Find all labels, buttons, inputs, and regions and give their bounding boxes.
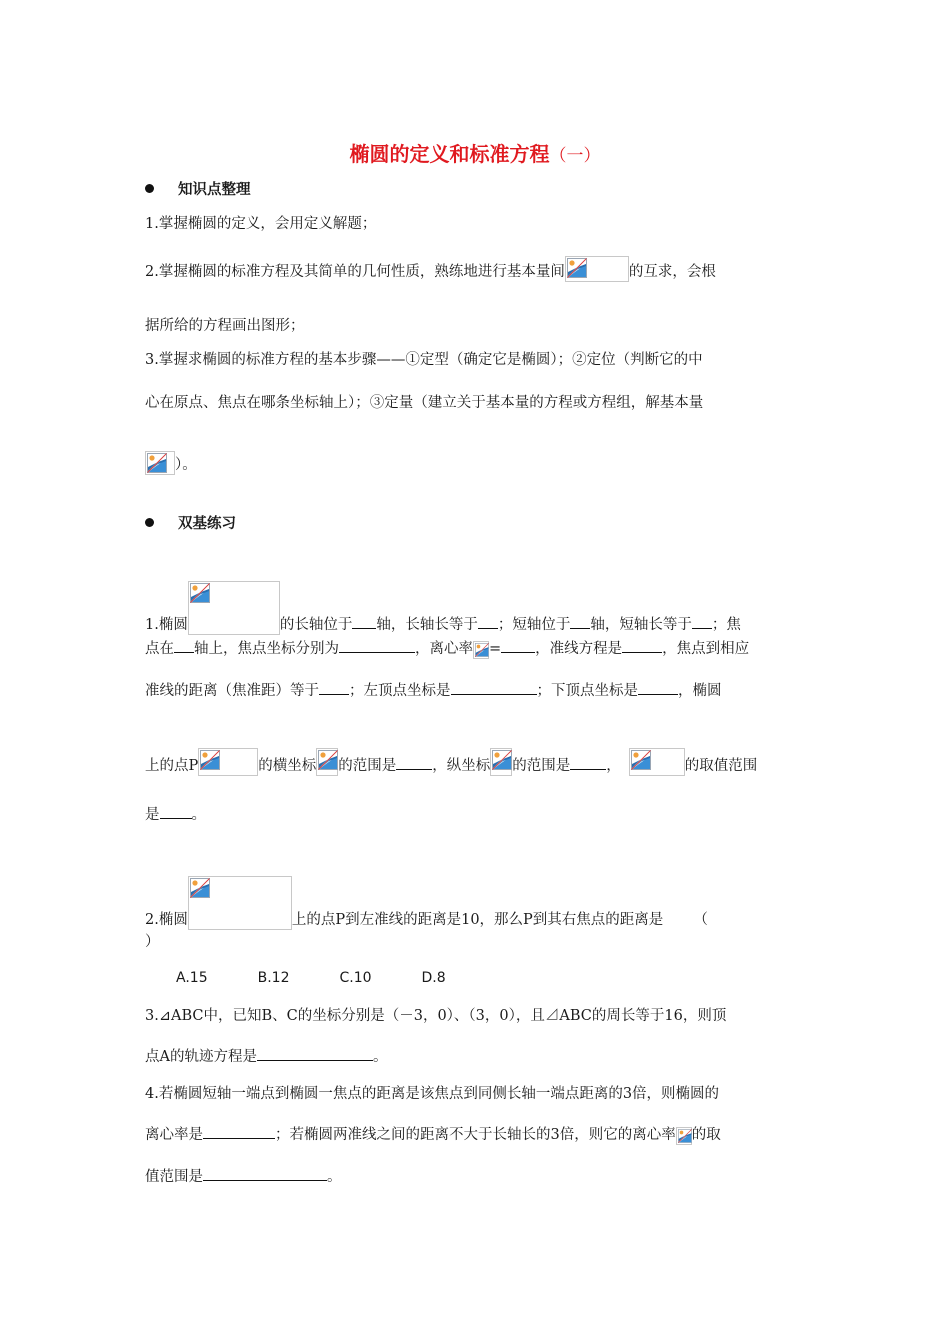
- formula-image-placeholder: [473, 641, 489, 659]
- q4-text: ；若椭圆两准线之间的距离不大于长轴长的3倍，则它的离心率: [275, 1127, 676, 1143]
- q3-line1: 3.⊿ABC中，已知B、C的坐标分别是（－3，0）、（3，0），且⊿ABC的周长等于16，则顶: [145, 1008, 727, 1024]
- answer-blank: [257, 1046, 373, 1061]
- q1-text: 1.椭圆: [145, 617, 188, 633]
- answer-blank: [174, 638, 194, 653]
- answer-blank: [352, 614, 376, 629]
- q1-line5: [145, 804, 206, 825]
- q2-text: 2.椭圆: [145, 912, 188, 928]
- paragraph-2-line1: [145, 256, 716, 282]
- page-title: [0, 138, 950, 167]
- q1-text: 准线的距离（焦准距）等于: [145, 683, 319, 699]
- q1-text: ；短轴位于: [497, 617, 571, 633]
- q1-text: ，离心率: [415, 641, 473, 657]
- answer-blank: [570, 614, 590, 629]
- q4-line2: [145, 1124, 721, 1145]
- q1-text: 的范围是: [512, 758, 571, 774]
- p2-text-b: 的互求，会根: [628, 264, 716, 280]
- bullet-icon: [145, 518, 154, 527]
- q4-line1: 4.若椭圆短轴一端点到椭圆一焦点的距离是该焦点到同侧长轴一端点距离的3倍，则椭圆的: [145, 1086, 720, 1102]
- title-suffix: （一）: [549, 146, 601, 166]
- q1-line1: [145, 581, 741, 635]
- q2-options: [176, 968, 496, 988]
- formula-image-placeholder: [565, 256, 629, 282]
- q1-text: 轴上，焦点坐标分别为: [194, 641, 339, 657]
- answer-blank: [451, 680, 537, 695]
- q1-text: =: [489, 641, 502, 657]
- q1-text: 是: [145, 807, 160, 823]
- q2-text: 上的点P到左准线的距离是10，那么P到其右焦点的距离是: [291, 912, 664, 928]
- formula-image-placeholder: [145, 451, 175, 475]
- answer-blank: [319, 680, 349, 695]
- option-c[interactable]: C.10: [339, 970, 372, 986]
- option-a[interactable]: A.15: [176, 970, 208, 986]
- section1-heading: 知识点整理: [178, 182, 251, 198]
- q1-text: 的范围是: [338, 758, 397, 774]
- section-heading-practice: [145, 512, 236, 533]
- q1-text: ；焦: [711, 617, 741, 633]
- section2-heading: 双基练习: [178, 516, 236, 532]
- q2-line1: [145, 876, 708, 930]
- q4-line3: [145, 1166, 342, 1187]
- q1-text: ，焦点到相应: [662, 641, 750, 657]
- title-main: 椭圆的定义和标准方程: [349, 142, 550, 166]
- q1-text: 的取值范围: [684, 758, 758, 774]
- option-d[interactable]: D.8: [421, 970, 446, 986]
- q2-answer-paren-open: （: [693, 912, 708, 928]
- q3-line2: [145, 1046, 387, 1067]
- q1-text: 的横坐标: [258, 758, 317, 774]
- bullet-icon: [145, 184, 154, 193]
- formula-image-placeholder: [490, 748, 512, 776]
- answer-blank: [203, 1166, 327, 1181]
- q1-text: 点在: [145, 641, 174, 657]
- paragraph-3-line1: 3.掌握求椭圆的标准方程的基本步骤——①定型（确定它是椭圆）；②定位（判断它的中: [145, 352, 703, 368]
- answer-blank: [339, 638, 415, 653]
- formula-image-placeholder: [188, 581, 280, 635]
- q1-text: 。: [191, 807, 206, 823]
- q4-text: 。: [327, 1169, 342, 1185]
- q1-text: ；下顶点坐标是: [536, 683, 638, 699]
- option-b[interactable]: B.12: [257, 970, 290, 986]
- answer-blank: [478, 614, 498, 629]
- formula-image-placeholder: [676, 1127, 692, 1145]
- q1-text: 轴，长轴长等于: [376, 617, 478, 633]
- q1-line4: [145, 748, 757, 776]
- q4-text: 离心率是: [145, 1127, 203, 1143]
- q1-text: 的长轴位于: [279, 617, 353, 633]
- q2-line2: ）: [145, 934, 160, 950]
- q4-text: 的取: [691, 1127, 721, 1143]
- paragraph-2-line2: 据所给的方程画出图形；: [145, 318, 305, 334]
- formula-image-placeholder: [629, 748, 685, 776]
- paragraph-3-line3: [145, 451, 197, 475]
- q1-text: ，: [606, 758, 621, 774]
- formula-image-placeholder: [198, 748, 258, 776]
- q3-text: 。: [372, 1049, 388, 1065]
- q1-text: ，纵坐标: [432, 758, 491, 774]
- q1-line2: [145, 638, 749, 659]
- q3-text: 点A的轨迹方程是: [145, 1049, 257, 1065]
- p3-text-c: ）。: [175, 457, 197, 473]
- answer-blank: [160, 804, 192, 819]
- p2-text-a: 2.掌握椭圆的标准方程及其简单的几何性质，熟练地进行基本量间: [145, 264, 565, 280]
- q1-text: ，准线方程是: [535, 641, 623, 657]
- formula-image-placeholder: [316, 748, 338, 776]
- q1-text: ；左顶点坐标是: [349, 683, 451, 699]
- q1-text: 轴，短轴长等于: [590, 617, 692, 633]
- section-heading-knowledge: [145, 178, 251, 199]
- answer-blank: [638, 680, 678, 695]
- q1-line3: [145, 680, 722, 701]
- answer-blank: [501, 638, 535, 653]
- q1-text: 上的点P: [145, 758, 199, 774]
- paragraph-3-line2: 心在原点、焦点在哪条坐标轴上）；③定量（建立关于基本量的方程或方程组，解基本量: [145, 395, 704, 411]
- q1-text: ，椭圆: [678, 683, 722, 699]
- answer-blank: [692, 614, 712, 629]
- answer-blank: [396, 755, 432, 770]
- formula-image-placeholder: [188, 876, 292, 930]
- answer-blank: [622, 638, 662, 653]
- q4-text: 值范围是: [145, 1169, 203, 1185]
- answer-blank: [570, 755, 606, 770]
- answer-blank: [203, 1124, 275, 1139]
- paragraph-1: 1.掌握椭圆的定义，会用定义解题；: [145, 216, 377, 232]
